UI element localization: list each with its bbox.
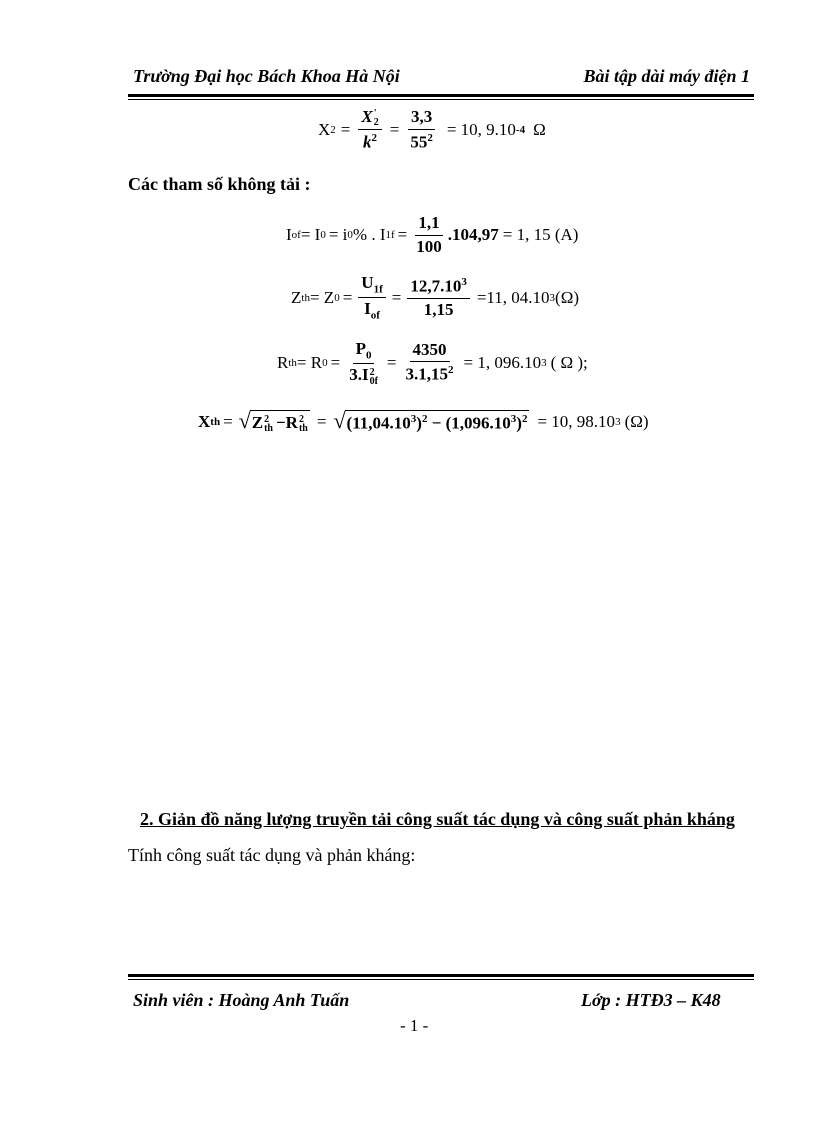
header-divider: [128, 94, 754, 100]
fraction-x2-k2: X ' 2 $k^2$: [358, 108, 381, 152]
equation-rth: R th = R 0 = $P_0$ 3.I 2 0f = $\frac{4350}{3.1,15^2}$ = 1, 096.10 3 ( Ω );: [277, 339, 588, 387]
footer-class: Lớp : HTĐ3 – K48: [581, 990, 721, 1010]
section-2-heading: 2. Giản đồ năng lượng truyền tải công suất tác dụng và công suất phản kháng: [140, 809, 735, 829]
fraction-3-3-over-55: $\frac{3,3}{55^2}$: [407, 108, 436, 152]
fraction-12-7-over-1-15: $\frac{12,7.10^3}{1,15}$: [407, 276, 470, 320]
equation-zth: Z th = Z 0 = $\frac{U_{1f}}{I_{of}}$ = $\frac{12,7.10^3}{1,15}$ =11, 04.10 3 (Ω): [291, 273, 580, 322]
sqrt-numeric-expression: √ $(11,04.10^3)^2 - (1,096.10^3)^2$: [333, 408, 528, 433]
footer-divider: [128, 974, 754, 980]
header-school: Trường Đại học Bách Khoa Hà Nội: [133, 66, 400, 86]
fraction-4350-over-3-1-15-squared: $\frac{4350}{3.1,15^2}$: [405, 339, 454, 385]
equation-i0: I of = I 0 = i 0 % . I 1f = $\frac{1,1}{100}$ .104,97 = 1, 15 (A): [286, 213, 579, 256]
footer-student: Sinh viên : Hoàng Anh Tuấn: [133, 990, 350, 1010]
equation-x2: X 2 = X ' 2 $k^2$ = $\frac{3,3}{55^2}$ = 10, 9.10 -4 Ω: [318, 107, 546, 152]
header-course: Bài tập dài máy điện 1: [583, 66, 750, 86]
page-number: - 1 -: [400, 1016, 429, 1035]
equation-xth: X th = √ Z 2 th −R 2 th = √ $(11,04.10^3)^2 - (1,096.10^3)^2$ = 10, 98.10 3 (Ω): [198, 408, 649, 435]
fraction-1-1-over-100: $\frac{1,1}{100}$: [416, 213, 442, 256]
fraction-p0-over-3i0f2: $P_0$ 3.I 2 0f: [349, 339, 378, 387]
section-2-text: Tính công suất tác dụng và phản kháng:: [128, 845, 416, 865]
fraction-u1f-over-iof: $\frac{U_{1f}}{I_{of}}$: [358, 274, 385, 322]
section-noload-heading: Các tham số không tải :: [128, 174, 311, 194]
sqrt-zth2-minus-rth2: √ Z 2 th −R 2 th: [238, 408, 308, 435]
